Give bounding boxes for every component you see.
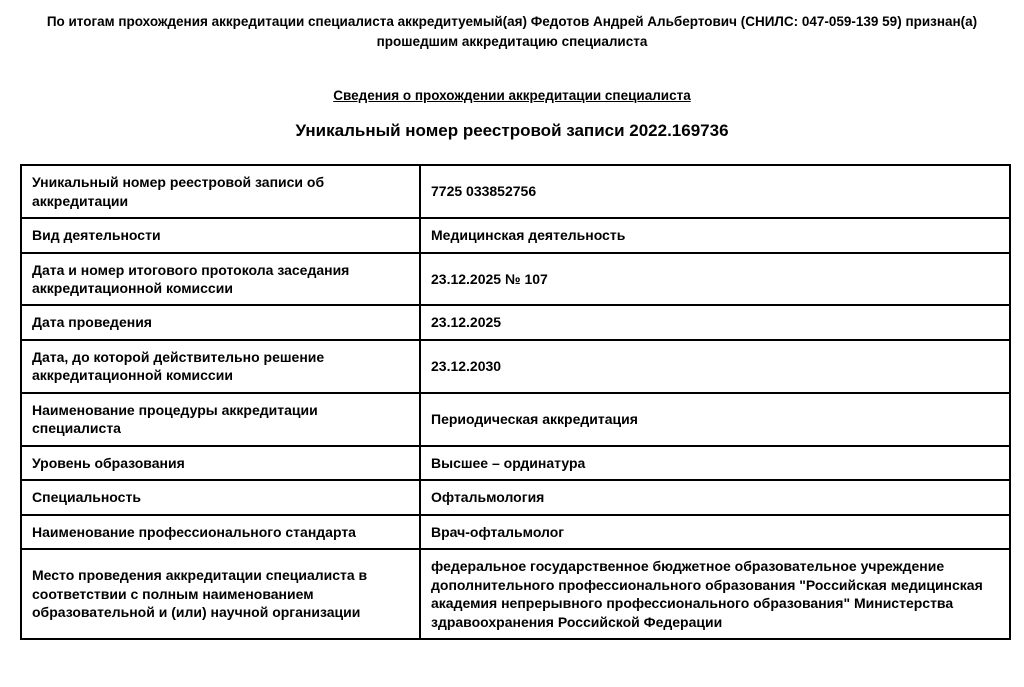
row-label: Наименование процедуры аккредитации специалиста bbox=[21, 393, 420, 446]
row-value: Офтальмология bbox=[420, 480, 1010, 514]
section-heading-wrap bbox=[0, 87, 1024, 105]
accreditation-result-text: По итогам прохождения аккредитации специалиста аккредитуемый(ая) Федотов Андрей Альбертович (СНИЛС: 047-059-139 59) признан(а) прошедшим аккредитацию специалиста bbox=[46, 14, 978, 49]
table-row bbox=[21, 165, 1010, 218]
table-row bbox=[21, 549, 1010, 639]
row-label: Уровень образования bbox=[21, 446, 420, 480]
row-label: Наименование профессионального стандарта bbox=[21, 515, 420, 549]
row-value: 23.12.2025 bbox=[420, 305, 1010, 339]
table-row bbox=[21, 305, 1010, 339]
table-row bbox=[21, 393, 1010, 446]
table-row bbox=[21, 515, 1010, 549]
table-row bbox=[21, 218, 1010, 252]
row-value: 23.12.2025 № 107 bbox=[420, 253, 1010, 306]
row-label: Уникальный номер реестровой записи об аккредитации bbox=[21, 165, 420, 218]
section-heading: Сведения о прохождении аккредитации специалиста bbox=[333, 88, 691, 104]
row-value: 7725 033852756 bbox=[420, 165, 1010, 218]
row-label: Дата и номер итогового протокола заседания аккредитационной комиссии bbox=[21, 253, 420, 306]
table-row bbox=[21, 446, 1010, 480]
row-value: Высшее – ординатура bbox=[420, 446, 1010, 480]
row-label: Специальность bbox=[21, 480, 420, 514]
table-row bbox=[21, 253, 1010, 306]
record-title: Уникальный номер реестровой записи 2022.169736 bbox=[295, 121, 729, 141]
row-value: Медицинская деятельность bbox=[420, 218, 1010, 252]
table-row bbox=[21, 480, 1010, 514]
row-value: Врач-офтальмолог bbox=[420, 515, 1010, 549]
row-label: Вид деятельности bbox=[21, 218, 420, 252]
row-label: Дата, до которой действительно решение аккредитационной комиссии bbox=[21, 340, 420, 393]
accreditation-table-body bbox=[21, 165, 1010, 639]
row-label: Дата проведения bbox=[21, 305, 420, 339]
row-value: федеральное государственное бюджетное образовательное учреждение дополнительного профессионального образования "Российская медицинская академия непрерывного профессионального образования" Министерства здравоохранения Российской Федерации bbox=[420, 549, 1010, 639]
row-value: 23.12.2030 bbox=[420, 340, 1010, 393]
accreditation-details-table bbox=[20, 164, 1011, 640]
row-value: Периодическая аккредитация bbox=[420, 393, 1010, 446]
table-row bbox=[21, 340, 1010, 393]
row-label: Место проведения аккредитации специалиста в соответствии с полным наименованием образовательной и (или) научной организации bbox=[21, 549, 420, 639]
